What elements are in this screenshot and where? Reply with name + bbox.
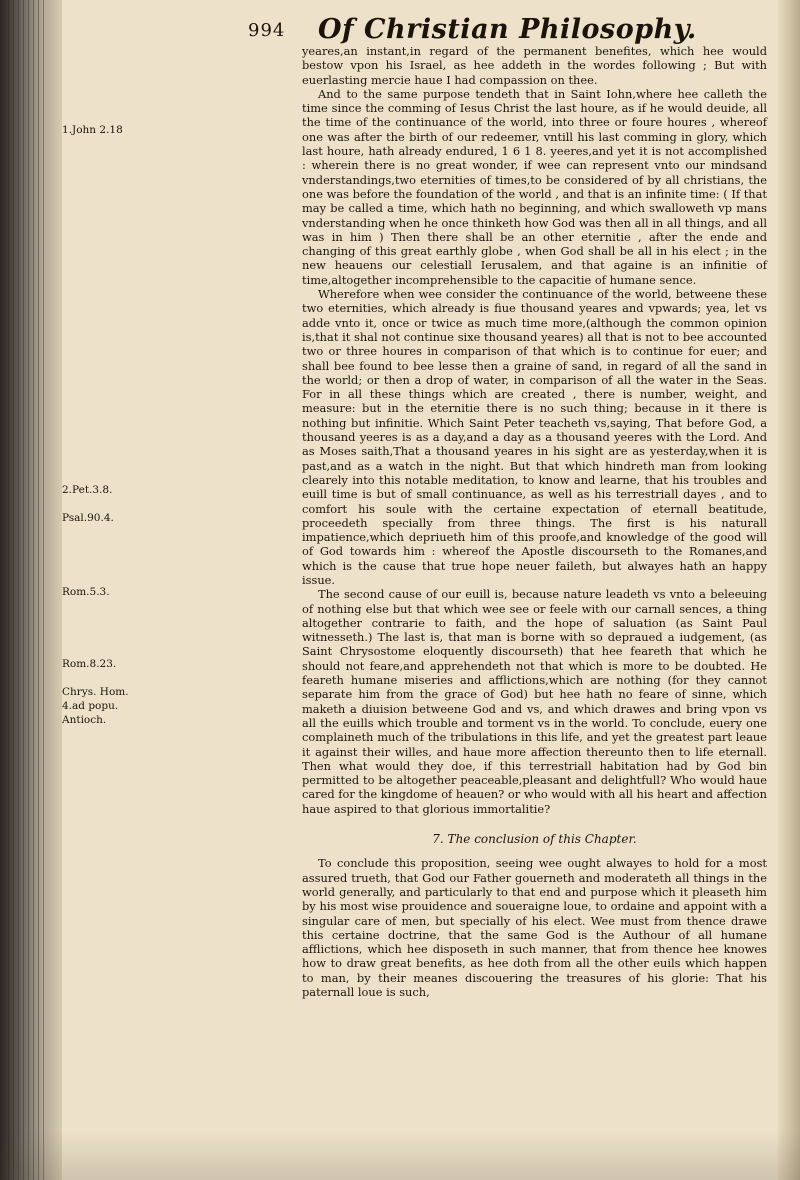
margin-note: Antioch.	[62, 714, 107, 726]
section-heading: 7. The conclusion of this Chapter.	[432, 832, 637, 847]
page-number: 994	[248, 20, 286, 41]
page-body	[302, 44, 767, 999]
margin-note: Rom.5.3.	[62, 586, 110, 598]
book-page	[62, 0, 778, 1180]
paragraph: To conclude this proposition, seeing wee ought alwayes to hold for a most assured trueth, that God our Father gouerneth and moderateth all things in the world generally, and particularly to that end and purpose which it pleaseth him by his most wise prouidence and soueraigne loue, to ordaine and appoint with a singular care of men, but specially of his elect. Wee must from thence drawe this certaine doctrine, that the same God is the Authour of all humane afflictions, which hee disposeth in such manner, that from thence hee knowes how to draw great benefits, as hee doth from all the other euils which happen to man, by their meanes discouering the treasures of his glorie: That his paternall loue is such,	[302, 856, 767, 999]
margin-note: 2.Pet.3.8.	[62, 484, 113, 496]
margin-note: Psal.90.4.	[62, 512, 114, 524]
margin-note: 4.ad popu.	[62, 700, 119, 712]
book-gutter	[0, 0, 62, 1180]
margin-note: Chrys. Hom.	[62, 686, 129, 698]
running-title: Of Christian Philosophy.	[318, 14, 697, 45]
paragraph: Wherefore when wee consider the continuance of the world, betweene these two eternities, which already is fiue thousand yeares and vpwards; yea, let vs adde vnto it, once or twice as much time more,(although the common opinion is,that it shal not continue sixe thousand yeares) all that is not to bee accounted two or three houres in comparison of that which is to continue for euer; and shall bee found to bee lesse then a graine of sand, in regard of all the sand in the world; or then a drop of water, in comparison of all the water in the Seas. For in all these things which are created , there is number, weight, and measure: but in the eternitie there is no such thing; because in it there is nothing but infinitie. Which Saint Peter teacheth vs,saying, That before God, a thousand yeeres is as a day,and a day as a thousand yeeres with the Lord. And as Moses saith,That a thousand yeares in his sight are as yesterday,when it is past,and as a watch in the night. But that which hindreth man from looking clearely into this notable meditation, to know and learne, that his troubles and euill time is but of small continuance, as well as his terrestriall dayes , and to comfort his soule with the certaine expectation of eternall beatitude, proceedeth specially from three things. The first is his naturall impatience,which depriueth him of this proofe,and knowledge of the good will of God towards him : whereof the Apostle discourseth to the Romanes,and which is the cause that true hope neuer faileth, but alwayes hath an happy issue.	[302, 287, 767, 587]
margin-note: Rom.8.23.	[62, 658, 117, 670]
facing-page-edge	[778, 0, 800, 1180]
page-bottom-shadow	[0, 1130, 800, 1180]
page-header	[248, 14, 697, 48]
paragraph: yeares,an instant,in regard of the permanent benefites, which hee would bestow vpon his Israel, as hee addeth in the wordes following ; But with euerlasting mercie haue I had compassion on thee.	[302, 44, 767, 87]
gutter-texture	[8, 0, 48, 1180]
margin-note: 1.John 2.18	[62, 124, 123, 136]
paragraph: And to the same purpose tendeth that in Saint Iohn,where hee calleth the time since the comming of Iesus Christ the last houre, as if he would deuide, all the time of the continuance of the world, into three or foure houres , whereof one was after the birth of our redeemer, vntill his last comming in glory, which last houre, hath already endured, 1 6 1 8. yeeres,and yet it is not accomplished : wherein there is no great wonder, if wee can represent vnto our mindsand vnderstandings,two eternities of times,to be considered of by all christians, the one was before the foundation of the world , and that is an infinite time: ( If that may be called a time, which hath no beginning, and which swalloweth vp mans vnderstanding when he once thinketh how God was then all in all things, and all was in him ) Then there shall be an other eternitie , after the ende and changing of this great earthly globe , when God shall be all in his elect ; in the new heauens our celestiall Ierusalem, and that againe is an infinitie of time,altogether incomprehensible to the capacitie of humane sence.	[302, 86, 767, 287]
paragraph: The second cause of our euill is, because nature leadeth vs vnto a beleeuing of nothing else but that which wee see or feele with our carnall sences, a thing altogether contrarie to faith, and the hope of saluation (as Saint Paul witnesseth.) The last is, that man is borne with so depraued a iudgement, (as Saint Chrysostome eloquently discourseth) that hee feareth that which he should not feare,and apprehendeth not that which is more to be doubted. He feareth humane miseries and afflictions,which are nothing (for they cannot separate him from the grace of God) but hee hath no feare of sinne, which maketh a diuision betweene God and vs, and which drawes and bring vpon vs all the euills which trouble and torment vs in the world. To conclude, euery one complaineth much of the tribulations in this life, and yet the greatest part leaue it against their willes, and haue more affection thereunto then to life eternall. Then what would they doe, if this terrestriall habitation had by God bin permitted to be altogether peaceable,pleasant and delightfull? Who would haue cared for the kingdome of heauen? or who would with all his heart and affection haue aspired to that glorious immortalitie?	[302, 587, 767, 816]
